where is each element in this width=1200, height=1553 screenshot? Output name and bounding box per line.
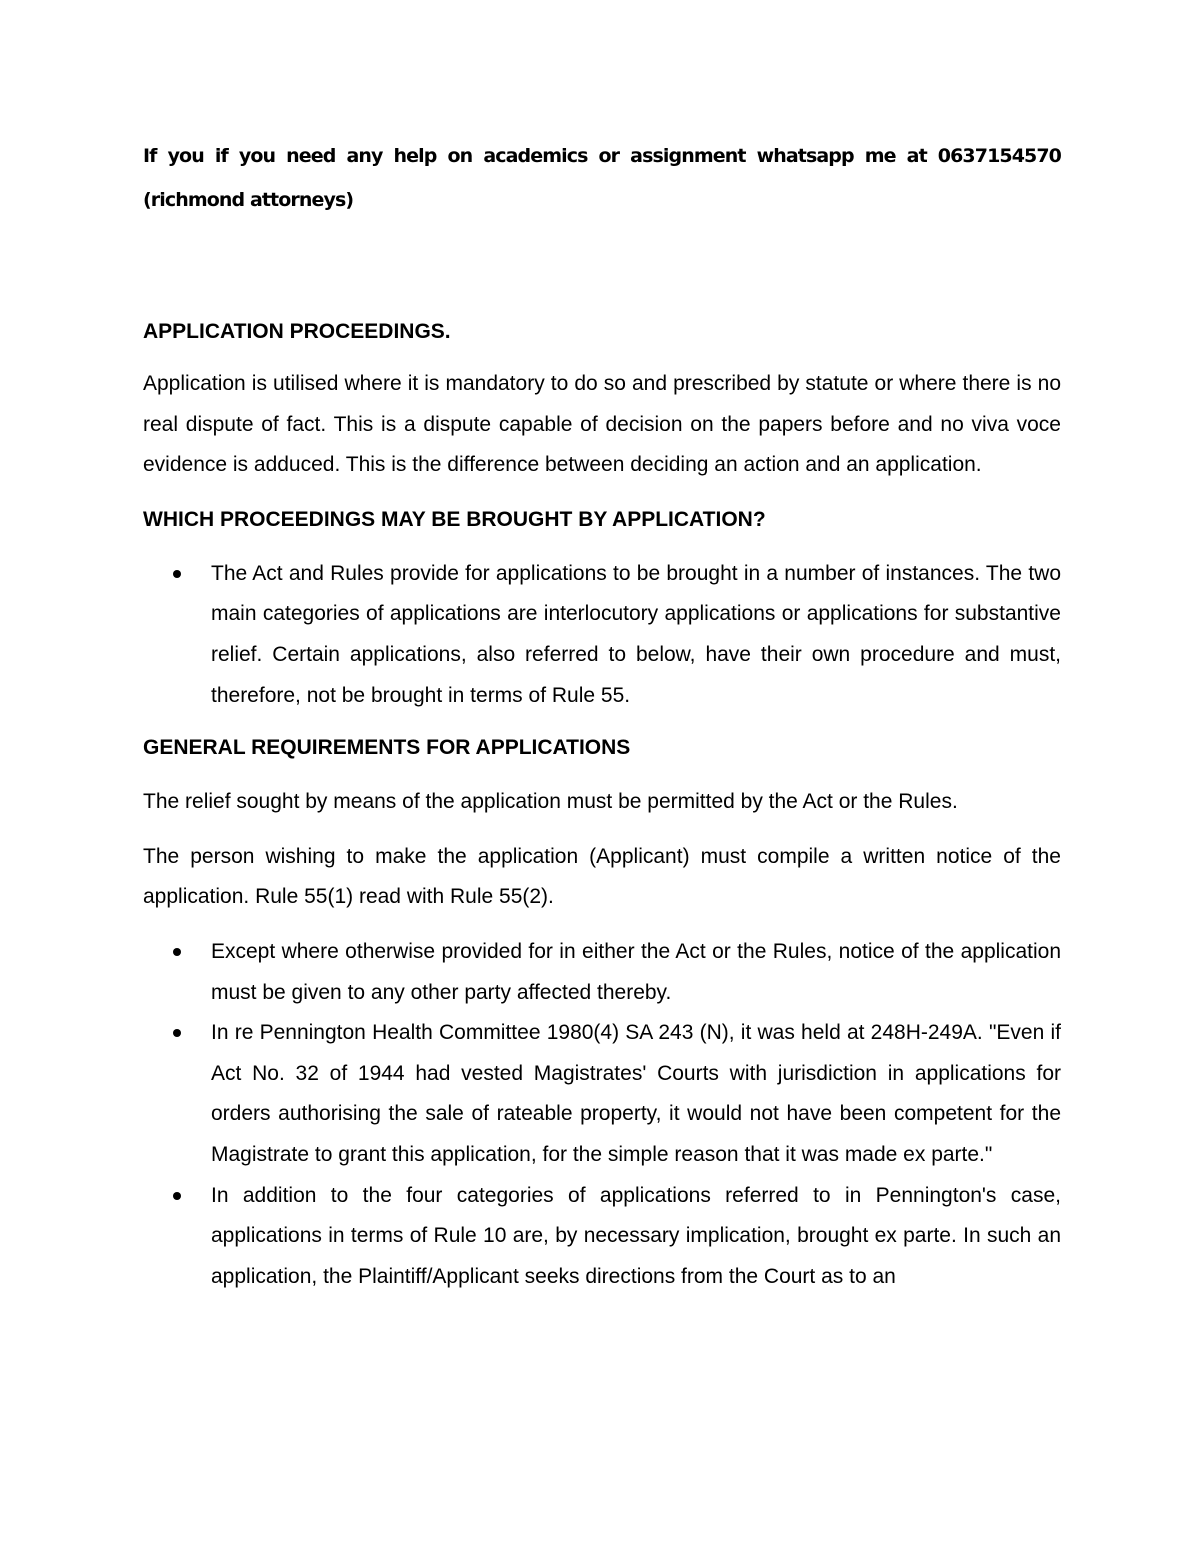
- bullet-icon: [173, 570, 181, 578]
- list-item-text: Except where otherwise provided for in either the Act or the Rules, notice of the application must be given to any other party affected thereby.: [211, 939, 1061, 1004]
- bullet-icon: [173, 1192, 181, 1200]
- heading-general-requirements: GENERAL REQUIREMENTS FOR APPLICATIONS: [143, 736, 631, 760]
- bullet-icon: [173, 1029, 181, 1037]
- list-item: [143, 1013, 1061, 1175]
- list-item: [143, 1176, 1061, 1298]
- list-item: [143, 932, 1061, 1013]
- bullet-list-which: [143, 554, 1061, 716]
- paragraph-written-notice: The person wishing to make the application (Applicant) must compile a written notice of the application. Rule 55(1) read with Rule 55(2).: [143, 844, 1061, 909]
- bullet-icon: [173, 948, 181, 956]
- bullet-list-general: [143, 932, 1061, 1297]
- heading-application-proceedings: APPLICATION PROCEEDINGS.: [143, 320, 451, 343]
- paragraph-relief: The relief sought by means of the application must be permitted by the Act or the Rules.: [143, 790, 958, 814]
- list-item: [143, 554, 1061, 716]
- list-item-text: The Act and Rules provide for applications to be brought in a number of instances. The two main categories of applications are interlocutory applications or applications for substantive relief. Certain applications, also referred to below, have their own procedure and must, therefore, not be brought in terms of Rule 55.: [211, 561, 1061, 707]
- heading-which-proceedings: WHICH PROCEEDINGS MAY BE BROUGHT BY APPLICATION?: [143, 507, 766, 531]
- document-body: [143, 134, 1061, 1297]
- list-item-text: In re Pennington Health Committee 1980(4) SA 243 (N), it was held at 248H-249A. "Even if Act No. 32 of 1944 had vested Magistrates' Courts with jurisdiction in applications for orders authorising the sale of rateable property, it would not have been competent for the Magistrate to grant this application, for the simple reason that it was made ex parte.": [211, 1021, 1061, 1166]
- list-item-text: In addition to the four categories of applications referred to in Pennington's case, applications in terms of Rule 10 are, by necessary implication, brought ex parte. In such an application, the Plaintiff/Applicant seeks directions from the Court as to an: [211, 1183, 1061, 1288]
- paragraph-application: Application is utilised where it is mandatory to do so and prescribed by statute or where there is no real dispute of fact. This is a dispute capable of decision on the papers before and no viva voce evidence is adduced. This is the difference between deciding an action and an application.: [143, 372, 1061, 477]
- contact-note: If you if you need any help on academics or assignment whatsapp me at 0637154570 (richmond attorneys): [143, 145, 1061, 211]
